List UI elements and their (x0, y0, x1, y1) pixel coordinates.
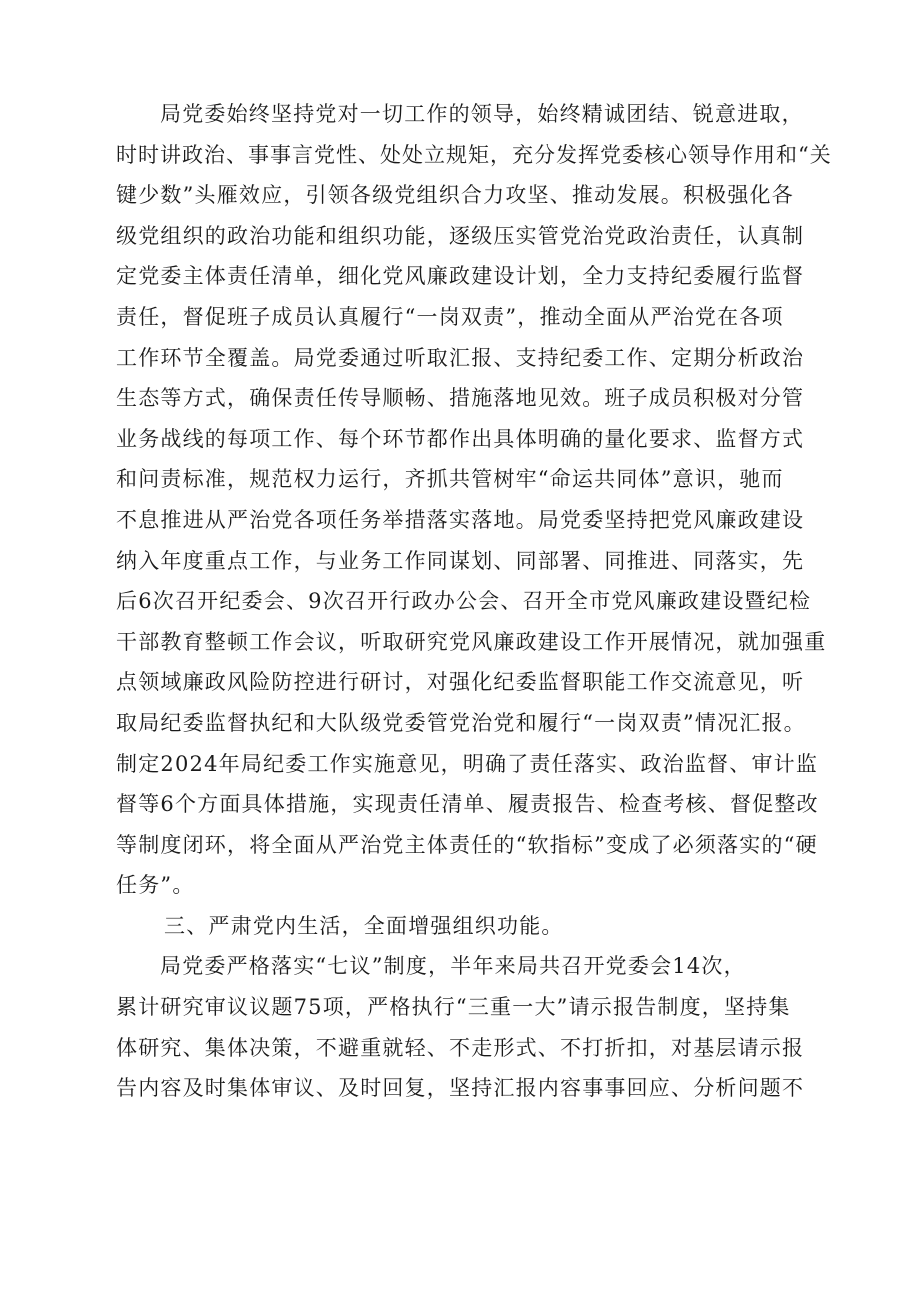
text-line: 告内容及时集体审议、及时回复，坚持汇报内容事事回应、分析问题不 (116, 1076, 805, 1101)
text-line: 时时讲政治、事事言党性、处处立规矩，充分发挥党委核心领导作用和“关 (116, 142, 832, 167)
text-line: 局党委始终坚持党对一切工作的领导，始终精诚团结、锐意进取， (160, 102, 804, 126)
text-line: 工作环节全覆盖。局党委通过听取汇报、支持纪委工作、定期分析政治 (116, 345, 805, 370)
body-paragraph-party-life (116, 946, 836, 1108)
text-line: 级党组织的政治功能和组织功能，逐级压实管党治党政治责任，认真制 (116, 223, 805, 248)
text-line: 业务战线的每项工作、每个环节都作出具体明确的量化要求、监督方式 (116, 426, 805, 451)
text-line: 和问责标准，规范权力运行，齐抓共管树牢“命运共同体”意识，驰而 (116, 467, 784, 492)
text-line: 点领域廉政风险防控进行研讨，对强化纪委监督职能工作交流意见，听 (116, 670, 805, 695)
text-line: 累计研究审议议题75项，严格执行“三重一大”请示报告制度，坚持集 (116, 995, 791, 1020)
section-heading-text: 三、严肃党内生活，全面增强组织功能。 (164, 913, 564, 938)
text-line: 局党委严格落实“七议”制度，半年来局共召开党委会14次， (160, 954, 746, 979)
text-line: 后6次召开纪委会、9次召开行政办公会、召开全市党风廉政建设暨纪检 (116, 589, 812, 614)
section-heading (116, 906, 836, 947)
body-paragraph-leadership (116, 94, 836, 906)
text-line: 不息推进从严治党各项任务举措落实落地。局党委坚持把党风廉政建设 (116, 507, 805, 532)
text-line: 等制度闭环，将全面从严治党主体责任的“软指标”变成了必须落实的“硬 (116, 832, 818, 857)
text-line: 任务”。 (116, 873, 195, 898)
document-page (116, 94, 836, 1109)
text-line: 键少数”头雁效应，引领各级党组织合力攻坚、推动发展。积极强化各 (116, 183, 794, 208)
text-line: 责任，督促班子成员认真履行“一岗双责”，推动全面从严治党在各项 (116, 304, 784, 329)
text-line: 制定2024年局纪委工作实施意见，明确了责任落实、政治监督、审计监 (116, 751, 819, 776)
text-line: 定党委主体责任清单，细化党风廉政建设计划，全力支持纪委履行监督 (116, 264, 805, 289)
text-line: 取局纪委监督执纪和大队级党委管党治党和履行“一岗双责”情况汇报。 (116, 710, 806, 735)
text-line: 干部教育整顿工作会议，听取研究党风廉政建设工作开展情况，就加强重 (116, 629, 827, 654)
text-line: 督等6个方面具体措施，实现责任清单、履责报告、检查考核、督促整改 (116, 792, 819, 817)
text-line: 体研究、集体决策，不避重就轻、不走形式、不打折扣，对基层请示报 (116, 1035, 805, 1060)
text-line: 纳入年度重点工作，与业务工作同谋划、同部署、同推进、同落实，先 (116, 548, 805, 573)
text-line: 生态等方式，确保责任传导顺畅、措施落地见效。班子成员积极对分管 (116, 386, 805, 411)
